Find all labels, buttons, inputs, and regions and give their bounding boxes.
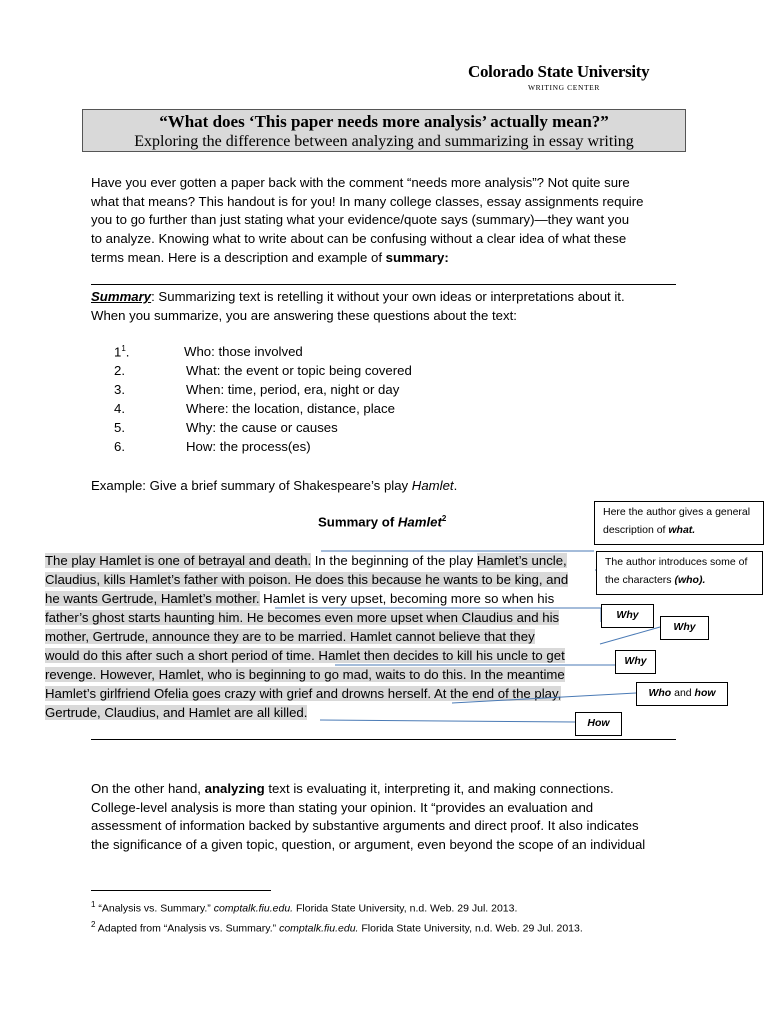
tag-why: Why (601, 604, 654, 628)
analysis-line: On the other hand, analyzing text is evaluating it, interpreting it, and making connections. (91, 781, 614, 796)
intro-line: Have you ever gotten a paper back with the comment “needs more analysis”? Not quite sure (91, 175, 630, 190)
hamlet-line: Claudius, kills Hamlet’s father with poison. He does this because he wants to be king, and (45, 572, 569, 587)
footnote: $^1$ “Analysis vs. Summary.” comptalk.fiu.edu. Florida State University, n.d. Web. 29 Jul. 2013. (91, 900, 518, 915)
list-item: When: time, period, era, night or day (186, 382, 400, 397)
connector-line (600, 627, 660, 644)
hamlet-line: would do this after such a short period of time. Hamlet then decides to kill his uncle to get (45, 648, 565, 663)
summary-def-text: : Summarizing text is retelling it without your own ideas or interpretations about it. (151, 289, 625, 304)
logo-text: Colorado State University (468, 62, 650, 81)
hamlet-line: mother, Gertrude, announce they are to be married. Hamlet cannot believe that they (45, 629, 535, 644)
hamlet-line: father’s ghost starts haunting him. He becomes even more upset when Claudius and his (45, 610, 560, 625)
list-num: 5. (114, 420, 125, 435)
analysis-line: the significance of a given topic, question, or argument, even beyond the scope of an individual (91, 837, 646, 853)
hamlet-line: revenge. However, Hamlet, who is beginning to go mad, waits to do this. In the meantime (45, 667, 565, 682)
analysis-line: assessment of information backed by substantive arguments and direct proof. It also indicates (91, 818, 639, 834)
list-num: 3. (114, 382, 125, 397)
list-item: How: the process(es) (186, 439, 311, 454)
list-num: $1^1$. (114, 344, 130, 360)
footnote: $^2$ Adapted from “Analysis vs. Summary.” comptalk.fiu.edu. Florida State University, n.d. Web. 29 Jul. 2013. (91, 919, 583, 934)
summary-term: Summary (91, 289, 152, 304)
note-what: Here the author gives a general description of what. (594, 501, 764, 545)
hamlet-line: he wants Gertrude, Hamlet’s mother. Hamlet is very upset, becoming more so when his (45, 591, 555, 606)
intro-line: to analyze. Knowing what to write about can be confusing without a clear idea of what these (91, 231, 627, 247)
tag-why: Why (660, 616, 709, 640)
title-question: “What does ‘This paper needs more analysis’ actually mean?” (159, 112, 609, 131)
divider (91, 739, 676, 740)
connector-line (452, 693, 636, 703)
intro-line: you to go further than just stating what your evidence/quote says (summary)—they want you (91, 212, 630, 228)
intro-bold: summary: (385, 249, 449, 265)
title-subtitle: Exploring the difference between analyzing and summarizing in essay writing (134, 133, 634, 150)
list-item: What: the event or topic being covered (186, 363, 412, 378)
intro-text: terms mean. Here is a description and example of (91, 249, 386, 265)
list-item: Who: those involved (184, 344, 303, 359)
hamlet-line: Hamlet’s girlfriend Ofelia goes crazy with grief and drowns herself. At the end of the play, (45, 686, 562, 701)
hamlet-line: The play Hamlet is one of betrayal and death. In the beginning of the play Hamlet’s uncle, (45, 553, 567, 568)
hamlet-line: Gertrude, Claudius, and Hamlet are all killed. (45, 705, 308, 720)
note-who: The author introduces some of the characters (who). (596, 551, 763, 595)
summary-heading: Summary of Hamlet$^2$ (318, 514, 447, 530)
summary-def-line: When you summarize, you are answering these questions about the text: (91, 307, 517, 323)
list-num: 2. (114, 363, 125, 378)
footnotes (91, 897, 583, 936)
list-num: 4. (114, 401, 125, 416)
tag-why: Why (615, 650, 656, 674)
analysis-line: College-level analysis is more than stating your opinion. It “provides an evaluation and (91, 799, 594, 815)
tag-who-and-how: Who and how (636, 682, 728, 706)
logo-subtitle: WRITING CENTER (528, 83, 600, 92)
connector-line (320, 720, 575, 722)
list-item: Where: the location, distance, place (186, 401, 395, 416)
example-line: Example: Give a brief summary of Shakespeare’s play Hamlet. (91, 478, 458, 493)
intro-line: what that means? This handout is for you! In many college classes, essay assignments require (91, 193, 644, 209)
list-item: Why: the cause or causes (186, 420, 338, 435)
footnote-rule (91, 890, 271, 891)
analysis-paragraph (91, 780, 676, 855)
list-num: 6. (114, 439, 125, 454)
tag-how: How (575, 712, 622, 736)
